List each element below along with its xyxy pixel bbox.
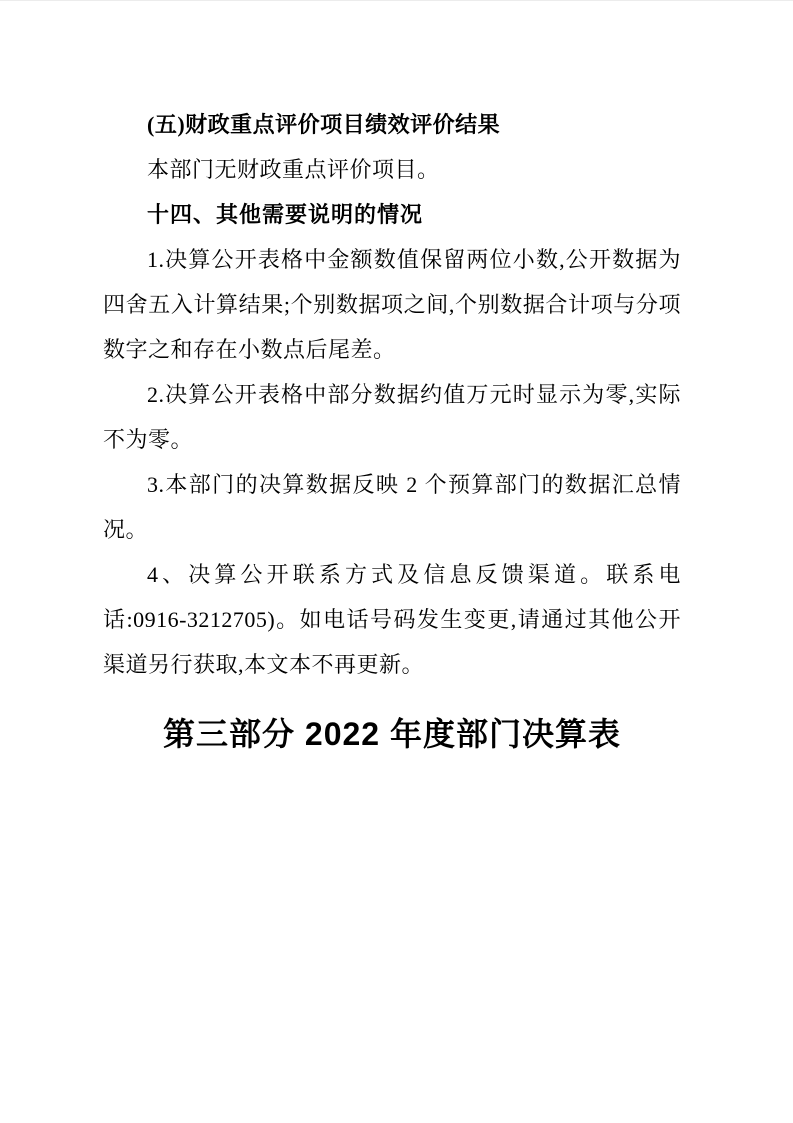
note-3-department-count: 3.本部门的决算数据反映 2 个预算部门的数据汇总情况。 bbox=[103, 472, 681, 542]
note-1-rounding: 1.决算公开表格中金额数值保留两位小数,公开数据为四舍五入计算结果;个别数据项之间,个别数据合计项与分项数字之和存在小数点后尾差。 bbox=[103, 247, 681, 362]
subsection-5-heading: (五)财政重点评价项目绩效评价结果 bbox=[147, 112, 501, 137]
note-2-zero-display: 2.决算公开表格中部分数据约值万元时显示为零,实际不为零。 bbox=[103, 382, 681, 452]
note-4-contact-info: 4、决算公开联系方式及信息反馈渠道。联系电话:0916-3212705)。如电话号码发生变更,请通过其他公开渠道另行获取,本文本不再更新。 bbox=[103, 562, 681, 677]
part-three-title: 第三部分 2022 年度部门决算表 bbox=[163, 716, 621, 752]
paragraph-no-key-evaluation-projects: 本部门无财政重点评价项目。 bbox=[147, 157, 440, 182]
document-page bbox=[0, 1, 793, 1123]
section-14-heading: 十四、其他需要说明的情况 bbox=[147, 202, 424, 227]
